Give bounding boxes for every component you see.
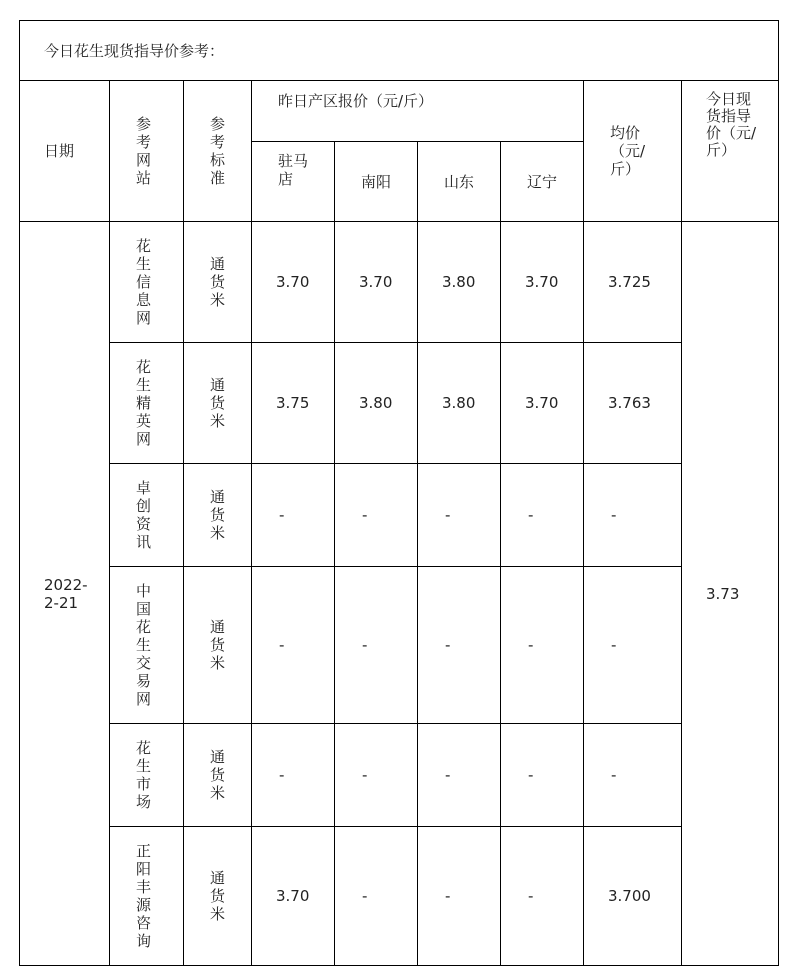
price-average: 3.700 (584, 827, 682, 966)
table-row (20, 724, 779, 827)
header-site-label: 参考网站 (136, 115, 152, 187)
header-site (110, 81, 184, 222)
standard-cell (184, 724, 252, 827)
table-row (20, 464, 779, 567)
price-zhumadian: 3.70 (252, 222, 335, 343)
standard-value: 通货米 (210, 869, 226, 923)
guide-price-value: 3.73 (682, 222, 779, 966)
price-shandong: - (418, 827, 501, 966)
standard-value: 通货米 (210, 618, 226, 672)
price-average: - (584, 464, 682, 567)
header-yesterday-quotes: 昨日产区报价（元/斤） (252, 81, 584, 142)
price-nanyang: 3.70 (335, 222, 418, 343)
price-zhumadian: - (252, 464, 335, 567)
price-shandong: 3.80 (418, 222, 501, 343)
site-name: 正阳丰源咨询 (136, 842, 152, 950)
table-row (20, 343, 779, 464)
price-nanyang: - (335, 724, 418, 827)
header-region-nanyang: 南阳 (335, 142, 418, 222)
header-guide-label: 今日现货指导价（元/斤） (706, 90, 757, 159)
standard-cell (184, 222, 252, 343)
price-liaoning: - (501, 724, 584, 827)
price-nanyang: - (335, 827, 418, 966)
price-average: - (584, 724, 682, 827)
site-name: 中国花生交易网 (136, 582, 152, 708)
standard-cell (184, 343, 252, 464)
date-cell (20, 222, 110, 966)
price-nanyang: - (335, 464, 418, 567)
header-standard (184, 81, 252, 222)
header-standard-label: 参考标准 (210, 115, 226, 187)
site-cell (110, 724, 184, 827)
table-row (20, 222, 779, 343)
price-zhumadian: - (252, 724, 335, 827)
price-liaoning: - (501, 464, 584, 567)
price-zhumadian: 3.75 (252, 343, 335, 464)
price-average: 3.763 (584, 343, 682, 464)
standard-value: 通货米 (210, 376, 226, 430)
standard-cell (184, 567, 252, 724)
price-shandong: 3.80 (418, 343, 501, 464)
site-cell (110, 464, 184, 567)
site-cell (110, 827, 184, 966)
standard-value: 通货米 (210, 748, 226, 802)
price-zhumadian: - (252, 567, 335, 724)
header-date: 日期 (20, 81, 110, 222)
price-average: 3.725 (584, 222, 682, 343)
title-row (20, 21, 779, 81)
header-average (584, 81, 682, 222)
price-liaoning: - (501, 827, 584, 966)
price-table (19, 20, 779, 966)
header-row-top (20, 81, 779, 142)
price-shandong: - (418, 464, 501, 567)
date-value: 2022-2-21 (44, 575, 88, 612)
header-region-zhumadian-label: 驻马店 (278, 152, 309, 188)
site-name: 花生市场 (136, 739, 152, 811)
price-shandong: - (418, 567, 501, 724)
header-average-label: 均价（元/斤） (610, 124, 646, 178)
site-name: 卓创资讯 (136, 479, 152, 551)
price-zhumadian: 3.70 (252, 827, 335, 966)
table-title: 今日花生现货指导价参考： (20, 21, 779, 81)
price-liaoning: 3.70 (501, 343, 584, 464)
price-shandong: - (418, 724, 501, 827)
site-cell (110, 222, 184, 343)
table-row (20, 827, 779, 966)
standard-value: 通货米 (210, 255, 226, 309)
price-liaoning: 3.70 (501, 222, 584, 343)
price-nanyang: - (335, 567, 418, 724)
price-average: - (584, 567, 682, 724)
site-name: 花生信息网 (136, 237, 152, 327)
standard-value: 通货米 (210, 488, 226, 542)
site-name: 花生精英网 (136, 358, 152, 448)
standard-cell (184, 827, 252, 966)
price-nanyang: 3.80 (335, 343, 418, 464)
site-cell (110, 343, 184, 464)
header-region-shandong: 山东 (418, 142, 501, 222)
header-guide-price (682, 81, 779, 222)
site-cell (110, 567, 184, 724)
standard-cell (184, 464, 252, 567)
header-region-zhumadian (252, 142, 335, 222)
table-row (20, 567, 779, 724)
price-liaoning: - (501, 567, 584, 724)
header-region-liaoning: 辽宁 (501, 142, 584, 222)
